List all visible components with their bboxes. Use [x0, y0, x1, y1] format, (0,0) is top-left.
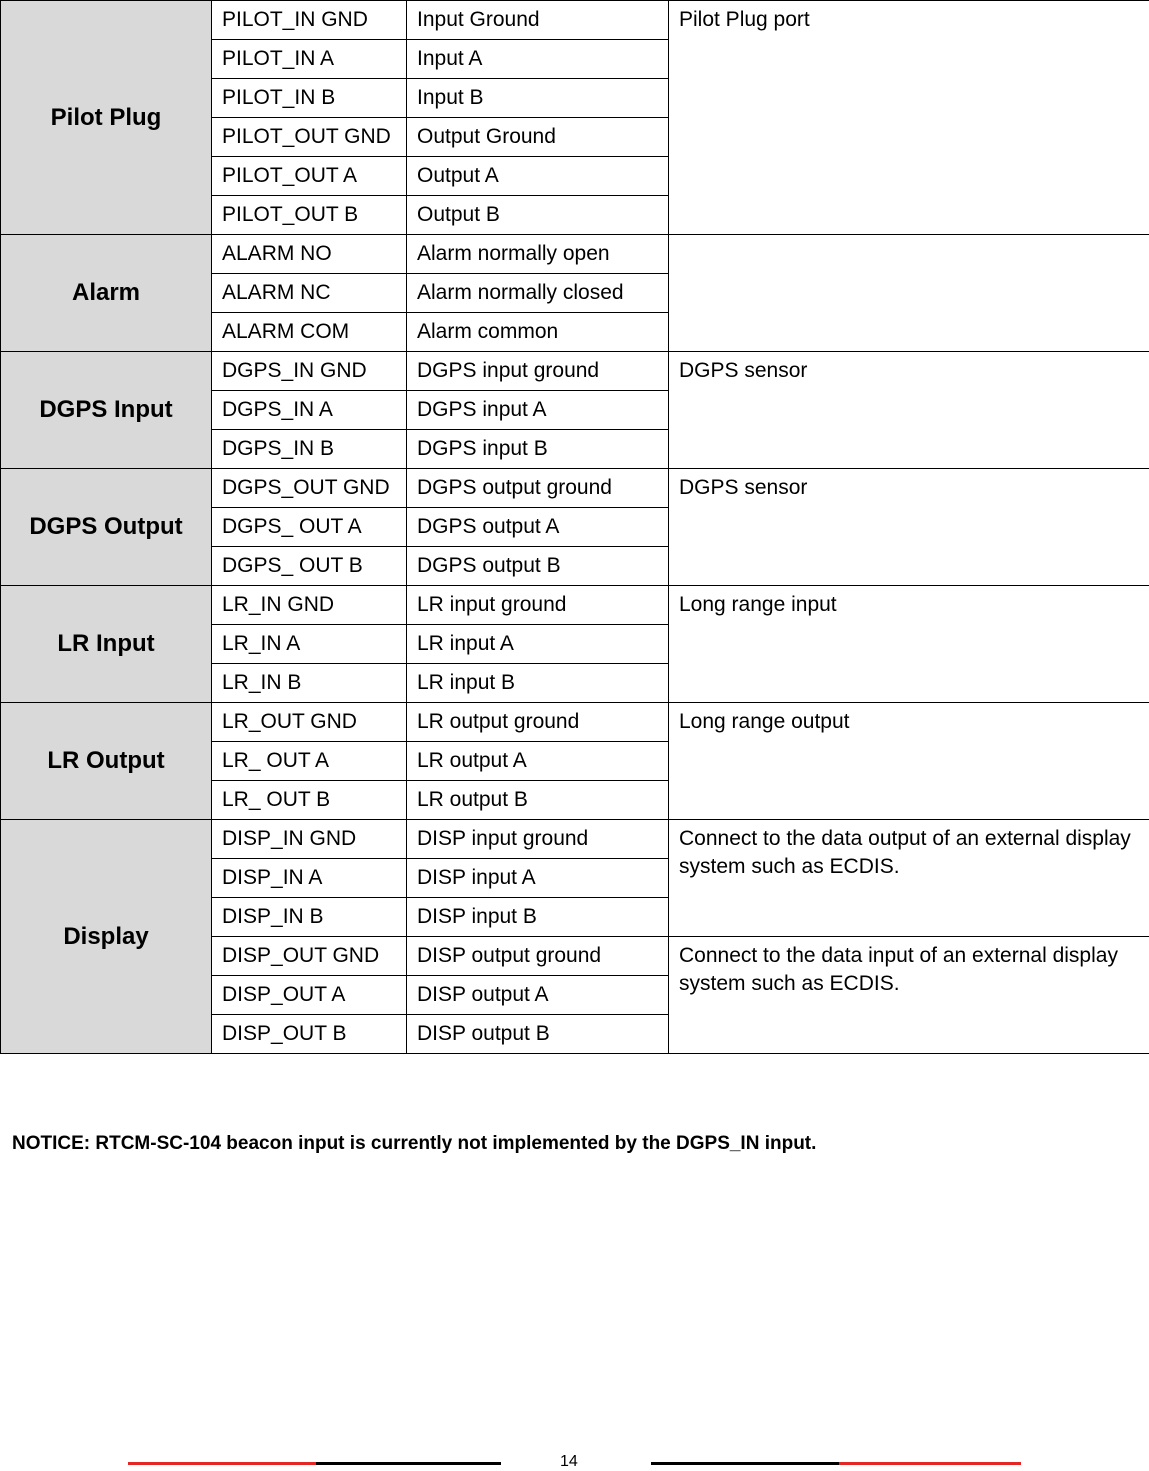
pin-name: DISP_OUT A: [212, 976, 407, 1015]
pin-name: PILOT_IN B: [212, 79, 407, 118]
group-label-lr-output: LR Output: [1, 703, 212, 820]
pin-name: LR_IN B: [212, 664, 407, 703]
pin-description: DGPS input B: [407, 430, 669, 469]
pin-name: ALARM NO: [212, 235, 407, 274]
pin-description: DISP input B: [407, 898, 669, 937]
table-row: [1, 352, 1149, 391]
pin-description: DGPS input A: [407, 391, 669, 430]
pin-name: ALARM COM: [212, 313, 407, 352]
pin-description: DGPS output A: [407, 508, 669, 547]
group-note-lr-output: Long range output: [669, 703, 1149, 820]
group-label-pilot-plug: Pilot Plug: [1, 1, 212, 235]
pin-description: Input Ground: [407, 1, 669, 40]
footer-line-right-red: [839, 1462, 1021, 1465]
pin-description: Alarm common: [407, 313, 669, 352]
pin-description: DISP input ground: [407, 820, 669, 859]
pin-name: LR_ OUT B: [212, 781, 407, 820]
pin-name: DGPS_ OUT A: [212, 508, 407, 547]
pin-description: DISP output A: [407, 976, 669, 1015]
pin-description: LR input ground: [407, 586, 669, 625]
pin-description: LR output B: [407, 781, 669, 820]
pin-description: Output B: [407, 196, 669, 235]
table-row: [1, 235, 1149, 274]
pin-description: LR input B: [407, 664, 669, 703]
table-row: [1, 703, 1149, 742]
pin-description: LR output ground: [407, 703, 669, 742]
table-row: [1, 1, 1149, 40]
group-label-alarm: Alarm: [1, 235, 212, 352]
table-row: [1, 469, 1149, 508]
pin-description: Output Ground: [407, 118, 669, 157]
pin-name: DGPS_OUT GND: [212, 469, 407, 508]
group-note-display-output: Connect to the data input of an external display system such as ECDIS.: [669, 937, 1149, 1054]
group-label-lr-input: LR Input: [1, 586, 212, 703]
pin-description: LR output A: [407, 742, 669, 781]
pin-name: LR_IN GND: [212, 586, 407, 625]
footer-line-left-red: [128, 1462, 316, 1465]
pin-name: DGPS_ OUT B: [212, 547, 407, 586]
table-row: [1, 820, 1149, 859]
group-label-display: Display: [1, 820, 212, 1054]
group-note-lr-input: Long range input: [669, 586, 1149, 703]
pin-description: Alarm normally closed: [407, 274, 669, 313]
pin-name: DISP_OUT B: [212, 1015, 407, 1054]
pin-name: DGPS_IN B: [212, 430, 407, 469]
footer-line-left-black: [316, 1462, 501, 1465]
pin-description: LR input A: [407, 625, 669, 664]
group-note-dgps-input: DGPS sensor: [669, 352, 1149, 469]
group-note-alarm: [669, 235, 1149, 352]
pin-name: LR_OUT GND: [212, 703, 407, 742]
pin-description: DISP output ground: [407, 937, 669, 976]
pin-name: DISP_IN GND: [212, 820, 407, 859]
pin-description: DGPS input ground: [407, 352, 669, 391]
pin-name: PILOT_IN A: [212, 40, 407, 79]
pin-description: Input A: [407, 40, 669, 79]
pin-description: DGPS output B: [407, 547, 669, 586]
pin-description: DISP output B: [407, 1015, 669, 1054]
group-note-dgps-output: DGPS sensor: [669, 469, 1149, 586]
pin-description: DISP input A: [407, 859, 669, 898]
page-number: 14: [560, 1453, 578, 1471]
table-row: [1, 586, 1149, 625]
pin-name: PILOT_OUT B: [212, 196, 407, 235]
pin-description: Input B: [407, 79, 669, 118]
pin-name: LR_ OUT A: [212, 742, 407, 781]
pin-description: Alarm normally open: [407, 235, 669, 274]
pin-name: DISP_IN B: [212, 898, 407, 937]
group-label-dgps-input: DGPS Input: [1, 352, 212, 469]
pin-name: PILOT_OUT GND: [212, 118, 407, 157]
notice-text: NOTICE: RTCM-SC-104 beacon input is currently not implemented by the DGPS_IN input.: [12, 1133, 816, 1155]
pin-description: DGPS output ground: [407, 469, 669, 508]
pin-name: DISP_OUT GND: [212, 937, 407, 976]
footer-line-right-black: [651, 1462, 839, 1465]
pin-description: Output A: [407, 157, 669, 196]
group-note-display-input: Connect to the data output of an external display system such as ECDIS.: [669, 820, 1149, 937]
pin-name: ALARM NC: [212, 274, 407, 313]
pin-name: DISP_IN A: [212, 859, 407, 898]
group-note-pilot-plug: Pilot Plug port: [669, 1, 1149, 235]
pin-name: LR_IN A: [212, 625, 407, 664]
pin-name: PILOT_IN GND: [212, 1, 407, 40]
pin-name: DGPS_IN A: [212, 391, 407, 430]
group-label-dgps-output: DGPS Output: [1, 469, 212, 586]
pin-name: DGPS_IN GND: [212, 352, 407, 391]
pin-name: PILOT_OUT A: [212, 157, 407, 196]
